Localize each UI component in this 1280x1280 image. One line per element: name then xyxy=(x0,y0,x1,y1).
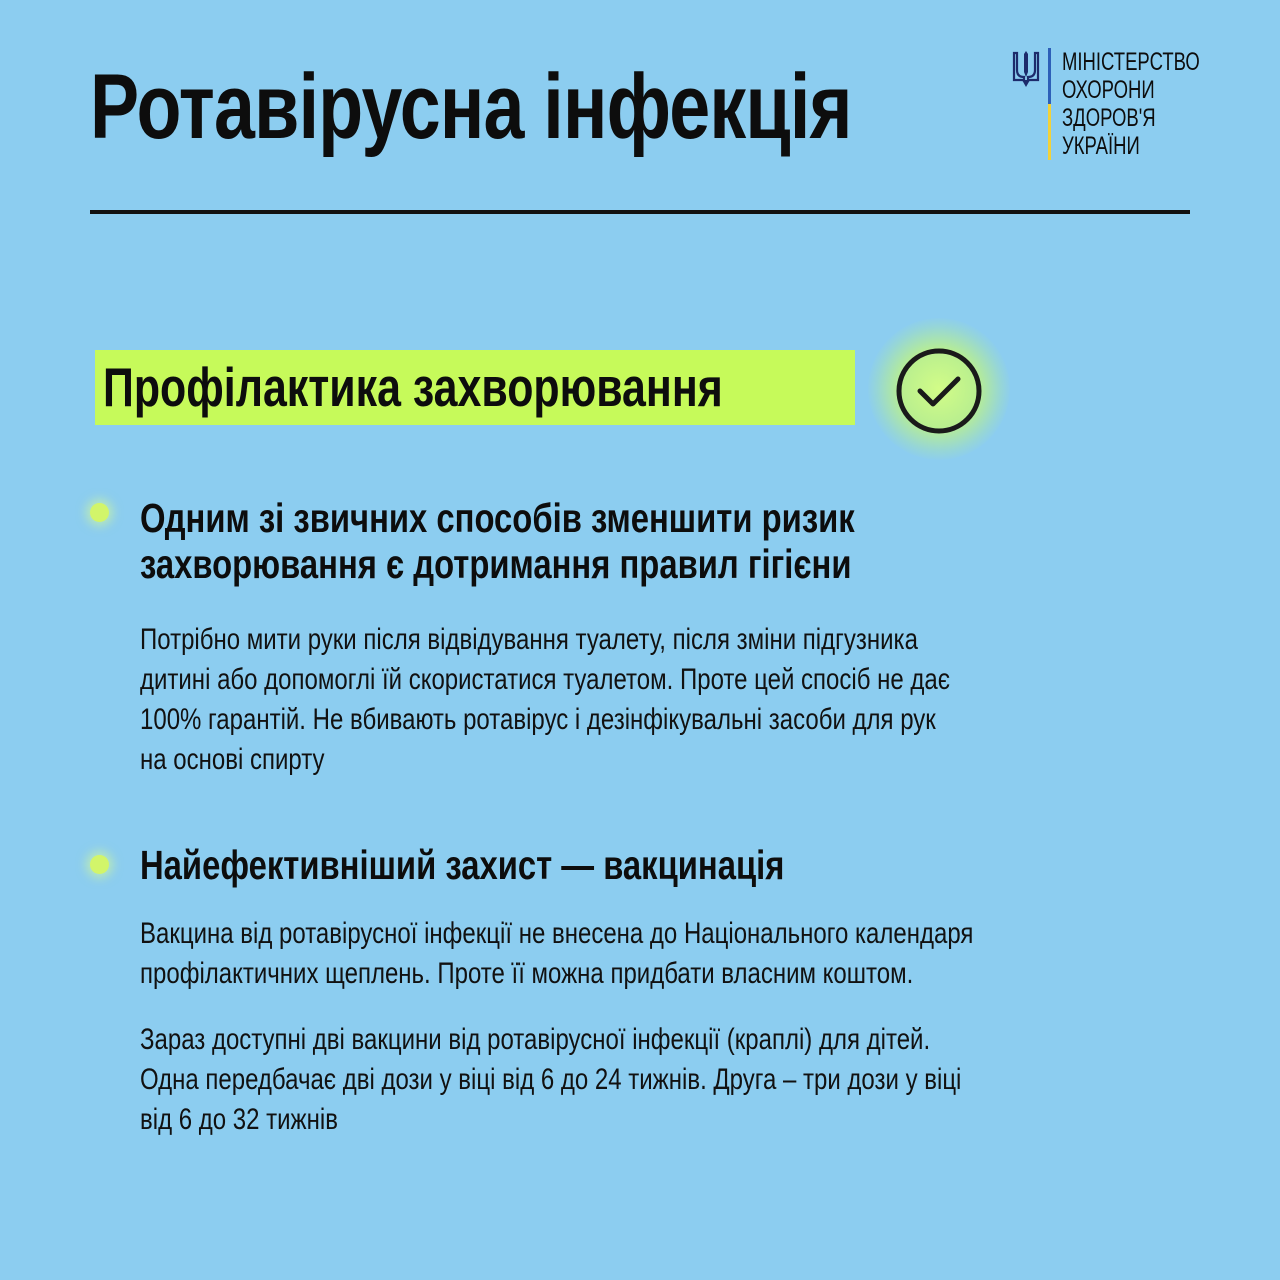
bullet-point xyxy=(90,855,109,874)
paragraph-line: профілактичних щеплень. Проте її можна придбати власним коштом. xyxy=(140,957,914,990)
ministry-name-line: УКРАЇНИ xyxy=(1062,132,1140,160)
paragraph-line: 100% гарантій. Не вбивають ротавірус і дезінфікувальні засоби для рук xyxy=(140,703,936,736)
item-heading xyxy=(140,495,1033,587)
item-heading-line: Найефективніший захист — вакцинація xyxy=(140,842,785,888)
paragraph-line: на основі спирту xyxy=(140,743,325,776)
item-paragraph xyxy=(140,1020,1167,1140)
paragraph-line: від 6 до 32 тижнів xyxy=(140,1103,338,1136)
item-heading xyxy=(140,842,946,888)
ministry-name-line: ОХОРОНИ xyxy=(1062,76,1155,104)
logo-divider-yellow xyxy=(1048,104,1051,160)
ministry-name-line: МІНІСТЕРСТВО xyxy=(1062,48,1200,76)
page-title: Ротавірусна інфекція xyxy=(90,56,852,158)
paragraph-line: Одна передбачає дві дози у віці від 6 до 24 тижнів. Друга – три дози у віці xyxy=(140,1063,962,1096)
title-divider xyxy=(90,210,1190,214)
ministry-logo xyxy=(1012,48,1202,166)
paragraph-line: дитині або допомоглі їй скористатися туалетом. Проте цей спосіб не дає xyxy=(140,663,950,696)
ministry-name-line: ЗДОРОВ'Я xyxy=(1062,104,1156,132)
item-heading-line: захворювання є дотримання правил гігієни xyxy=(140,541,852,587)
section-heading xyxy=(95,350,855,425)
item-paragraph xyxy=(140,914,1182,994)
paragraph-line: Зараз доступні дві вакцини від ротавірусної інфекції (краплі) для дітей. xyxy=(140,1023,931,1056)
ministry-name xyxy=(1062,48,1262,160)
checkmark-circle-icon xyxy=(894,346,984,436)
logo-divider-blue xyxy=(1048,48,1051,104)
item-paragraph xyxy=(140,620,1152,780)
section-label: Профілактика захворювання xyxy=(103,356,723,418)
paragraph-line: Вакцина від ротавірусної інфекції не внесена до Національного календаря xyxy=(140,917,974,950)
paragraph-line: Потрібно мити руки після відвідування туалету, після зміни підгузника xyxy=(140,623,918,656)
item-heading-line: Одним зі звичних способів зменшити ризик xyxy=(140,495,855,541)
bullet-point xyxy=(90,503,109,522)
ukraine-trident-icon xyxy=(1012,50,1040,88)
